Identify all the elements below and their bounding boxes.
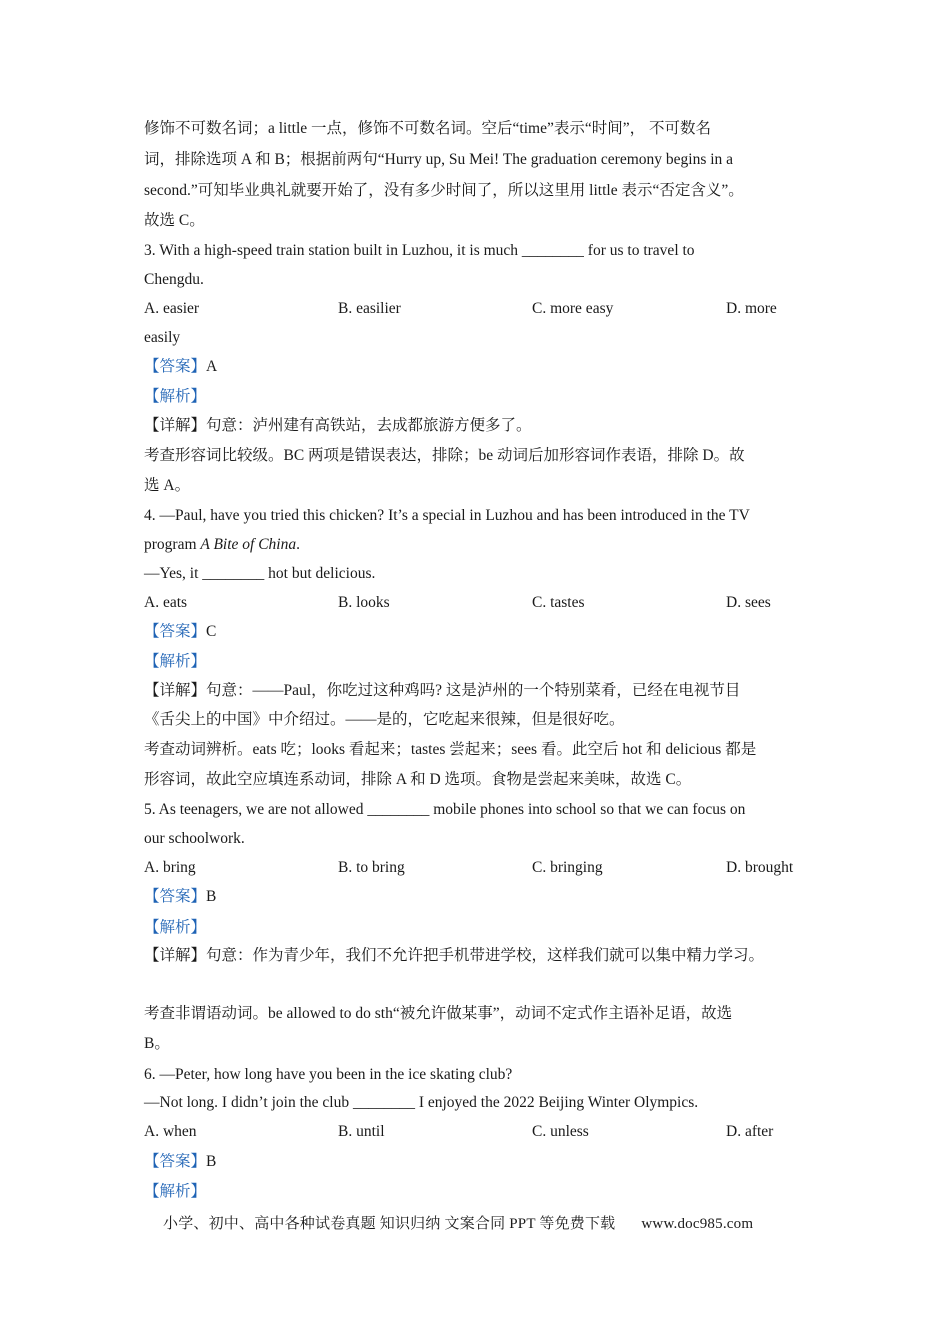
answer-value: B <box>206 1153 217 1170</box>
detail-tag: 【详解】 <box>144 947 207 964</box>
program-title: A Bite of China <box>200 536 297 553</box>
q4-detail <box>144 680 740 702</box>
answer-value: C <box>206 623 217 640</box>
q4-option-d: D. sees <box>726 594 771 611</box>
question-4-stem: 4. —Paul, have you tried this chicken? It’s a special in Luzhou and has been introduced in the TV <box>144 507 750 524</box>
detail-text: 句意：泸州建有高铁站，去成都旅游方便多了。 <box>206 417 532 434</box>
q6-option-c: C. unless <box>532 1123 589 1140</box>
q5-explanation: B。 <box>144 1035 170 1052</box>
paragraph-line: 词，排除选项 A 和 B；根据前两句“Hurry up, Su Mei! The graduation ceremony begins in a <box>144 151 734 168</box>
q3-detail <box>144 415 532 437</box>
question-3-stem: Chengdu. <box>144 271 204 288</box>
stem-text: program <box>144 536 201 553</box>
question-6-stem: 6. —Peter, how long have you been in the ice skating club? <box>144 1066 513 1083</box>
footer-url: www.doc985.com <box>641 1216 754 1232</box>
q6-option-b: B. until <box>338 1123 385 1140</box>
q4-option-c: C. tastes <box>532 594 585 611</box>
detail-text: 句意：作为青少年，我们不允许把手机带进学校，这样我们就可以集中精力学习。 <box>206 947 765 964</box>
question-4-stem: —Yes, it ________ hot but delicious. <box>144 565 376 582</box>
q6-option-d: D. after <box>726 1123 774 1140</box>
q4-explanation: 形容词，故此空应填连系动词，排除 A 和 D 选项。食物是尝起来美味，故选 C。 <box>144 771 692 788</box>
q4-explanation: 考查动词辨析。eats 吃；looks 看起来；tastes 尝起来；sees 看。此空后 hot 和 delicious 都是 <box>144 741 757 758</box>
paragraph-line: second.”可知毕业典礼就要开始了，没有多少时间了，所以这里用 little 表示“否定含义”。 <box>144 182 744 199</box>
stem-text: . <box>296 536 300 553</box>
detail-tag: 【详解】 <box>144 682 207 699</box>
question-5-stem: 5. As teenagers, we are not allowed ________ mobile phones into school so that we can focus on <box>144 801 746 818</box>
q4-analysis-tag: 【解析】 <box>144 653 207 670</box>
q3-option-b: B. easilier <box>338 300 401 317</box>
answer-tag: 【答案】 <box>144 358 207 375</box>
detail-tag: 【详解】 <box>144 417 207 434</box>
q5-analysis-tag: 【解析】 <box>144 919 207 936</box>
question-5-stem: our schoolwork. <box>144 830 245 847</box>
page-footer <box>163 1212 753 1233</box>
q5-detail <box>144 945 764 967</box>
q3-option-d-wrap: easily <box>144 329 181 346</box>
answer-value: A <box>206 358 218 375</box>
question-4-stem <box>144 534 300 556</box>
answer-tag: 【答案】 <box>144 888 207 905</box>
answer-tag: 【答案】 <box>144 1153 207 1170</box>
paragraph-line: 故选 C。 <box>144 212 205 229</box>
question-6-stem: —Not long. I didn’t join the club ________ I enjoyed the 2022 Beijing Winter Olympics. <box>144 1094 699 1111</box>
question-3-stem: 3. With a high-speed train station built in Luzhou, it is much ________ for us to travel to <box>144 242 695 259</box>
q3-explanation: 考查形容词比较级。BC 两项是错误表达，排除；be 动词后加形容词作表语，排除 D。故 <box>144 447 745 464</box>
q3-answer <box>144 356 217 378</box>
q3-option-d: D. more <box>726 300 777 317</box>
q3-explanation: 选 A。 <box>144 477 191 494</box>
detail-text: 句意：——Paul，你吃过这种鸡吗? 这是泸州的一个特别菜肴，已经在电视节目 <box>206 682 741 699</box>
answer-value: B <box>206 888 217 905</box>
q6-option-a: A. when <box>144 1123 197 1140</box>
q5-option-d: D. brought <box>726 859 794 876</box>
q5-explanation: 考查非谓语动词。be allowed to do sth“被允许做某事”，动词不定式作主语补足语，故选 <box>144 1005 733 1022</box>
q3-option-c: C. more easy <box>532 300 614 317</box>
q5-option-b: B. to bring <box>338 859 405 876</box>
q3-analysis-tag: 【解析】 <box>144 388 207 405</box>
q5-option-c: C. bringing <box>532 859 603 876</box>
answer-tag: 【答案】 <box>144 623 207 640</box>
q5-answer <box>144 886 216 908</box>
q6-answer <box>144 1151 216 1173</box>
q4-option-b: B. looks <box>338 594 390 611</box>
paragraph-line: 修饰不可数名词；a little 一点，修饰不可数名词。空后“time”表示“时间”， 不可数名 <box>144 120 711 137</box>
q4-answer <box>144 621 216 643</box>
q6-analysis-tag: 【解析】 <box>144 1183 207 1200</box>
q5-option-a: A. bring <box>144 859 196 876</box>
q4-option-a: A. eats <box>144 594 188 611</box>
footer-text: 小学、初中、高中各种试卷真题 知识归纳 文案合同 PPT 等免费下载 <box>163 1216 616 1232</box>
q3-option-a: A. easier <box>144 300 200 317</box>
q4-detail: 《舌尖上的中国》中介绍过。——是的，它吃起来很辣，但是很好吃。 <box>144 711 625 728</box>
